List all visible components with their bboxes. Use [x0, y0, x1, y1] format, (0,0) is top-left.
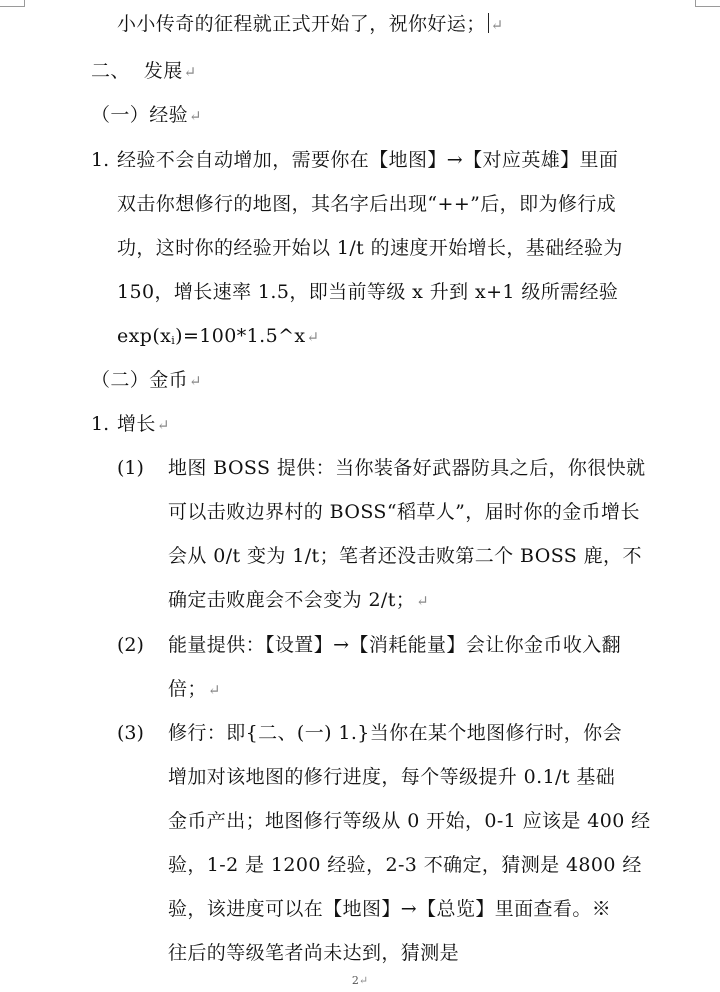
text-line[interactable]: [168, 853, 642, 877]
text-run: 小小传奇的征程就正式开始了，祝你好运；: [117, 13, 486, 35]
text-line[interactable]: [168, 941, 459, 965]
text-run: 修行：即{二、(一) 1.}当你在某个地图修行时，你会: [168, 722, 622, 744]
text-line[interactable]: [168, 765, 615, 789]
page-corner-mark-left: [0, 0, 25, 7]
text-line[interactable]: [168, 456, 645, 480]
paragraph-mark: ↵: [156, 416, 170, 434]
page-corner-mark-right: [695, 0, 720, 7]
text-run: 能量提供：【设置】→【消耗能量】会让你金币收入翻: [168, 634, 622, 656]
text-line[interactable]: [168, 677, 221, 702]
text-run: 金币产出；地图修行等级从 0 开始，0-1 应该是 400 经: [168, 810, 651, 832]
text-run: 验，该进度可以在【地图】→【总览】里面查看。※: [168, 898, 612, 920]
text-line[interactable]: [168, 500, 640, 524]
page-number: 2: [351, 974, 359, 987]
text-run: 可以击败边界村的 BOSS“稻草人”，届时你的金币增长: [168, 501, 640, 523]
text-line[interactable]: [168, 897, 611, 921]
list-marker: (1): [117, 457, 144, 479]
list-number: 1.: [91, 149, 110, 171]
text-run: 双击你想修行的地图，其名字后出现“++”后，即为修行成: [117, 193, 617, 215]
text-line[interactable]: [168, 809, 651, 833]
page-footer: [0, 974, 720, 988]
subheading-experience[interactable]: [91, 103, 202, 128]
paragraph-mark: ↵: [306, 328, 320, 346]
list-number: 1.: [91, 413, 110, 435]
text-cursor: [488, 13, 489, 33]
paragraph-mark: ↵: [416, 592, 430, 610]
text-line[interactable]: [117, 236, 623, 260]
text-line[interactable]: [117, 148, 618, 172]
heading-text: 发展: [143, 60, 183, 82]
text-run: 地图 BOSS 提供：当你装备好武器防具之后，你很快就: [168, 457, 646, 479]
text-run: 确定击败鹿会不会变为 2/t；: [168, 589, 416, 611]
formula-part: )=100*1.5^x: [175, 325, 306, 347]
subheading-text: （二）金币: [91, 369, 189, 391]
text-run: 增加对该地图的修行进度，每个等级提升 0.1/t 基础: [168, 766, 616, 788]
formula-part: exp(x: [117, 325, 172, 347]
text-run: 经验不会自动增加，需要你在【地图】→【对应英雄】里面: [117, 149, 619, 171]
text-run: 验，1-2 是 1200 经验，2-3 不确定，猜测是 4800 经: [168, 854, 642, 876]
paragraph-mark: ↵: [358, 974, 369, 987]
paragraph-mark: ↵: [189, 372, 202, 390]
subheading-gold[interactable]: [91, 368, 202, 393]
heading-development[interactable]: [91, 59, 197, 84]
text-run: 往后的等级笔者尚未达到，猜测是: [168, 942, 460, 964]
text-line[interactable]: [117, 12, 504, 37]
text-line[interactable]: [168, 721, 622, 745]
text-run: 150，增长速率 1.5，即当前等级 x 升到 x+1 级所需经验: [117, 281, 619, 303]
text-line[interactable]: [168, 588, 429, 613]
paragraph-mark: ↵: [490, 16, 504, 34]
paragraph-mark: ↵: [189, 107, 202, 125]
text-line[interactable]: [168, 633, 621, 657]
text-run: 功，这时你的经验开始以 1/t 的速度开始增长，基础经验为: [117, 237, 623, 259]
paragraph-mark: ↵: [183, 63, 197, 81]
formula-line[interactable]: [117, 324, 320, 353]
text-run: 增长: [117, 413, 156, 435]
paragraph-mark: ↵: [207, 681, 221, 699]
text-line[interactable]: [117, 192, 616, 216]
text-line[interactable]: [168, 544, 642, 568]
subheading-text: （一）经验: [91, 104, 189, 126]
formula-subscript: i: [171, 334, 176, 347]
text-run: 会从 0/t 变为 1/t；笔者还没击败第二个 BOSS 鹿，不: [168, 545, 642, 567]
list-marker: (2): [117, 634, 144, 656]
heading-number: 二、: [91, 60, 130, 82]
text-run: 倍；: [168, 678, 207, 700]
text-line[interactable]: [117, 280, 618, 304]
list-marker: (3): [117, 722, 144, 744]
text-line[interactable]: [117, 412, 170, 437]
